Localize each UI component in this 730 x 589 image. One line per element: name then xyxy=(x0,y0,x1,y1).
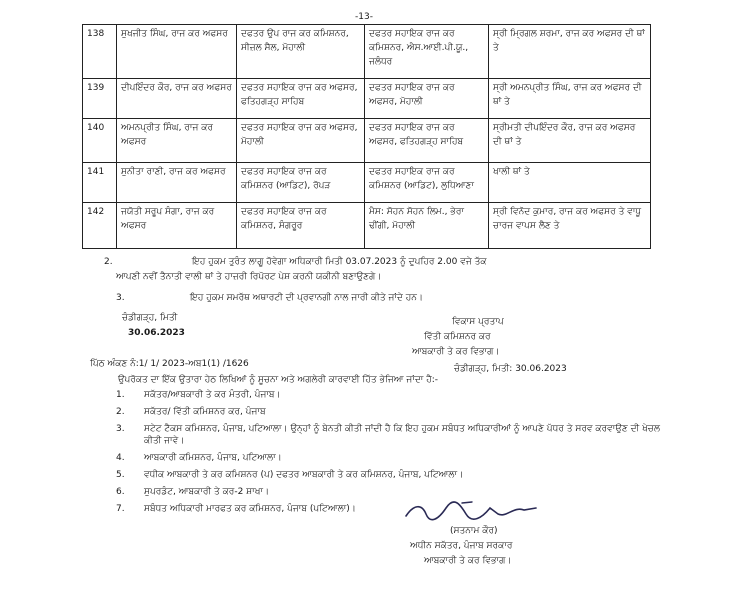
row-sno: 139 xyxy=(83,79,117,119)
copy-list xyxy=(116,389,676,520)
table-row xyxy=(83,25,651,79)
table-row xyxy=(83,163,651,203)
row-remarks: ਸ੍ਰੀਮਤੀ ਦੀਪਇੰਦਰ ਕੌਰ, ਰਾਜ ਕਰ ਅਫਸਰ ਦੀ ਥਾਂ ਤੇ xyxy=(489,119,651,163)
list-item-number: 3. xyxy=(116,424,125,434)
endorsement-number: ਪਿੱਠ ਅੰਕਣ ਨੰ:1/ 1/ 2023-ਅਬ1(1) /1626 xyxy=(90,359,249,369)
row-remarks: ਸ੍ਰੀ ਵਿਨੋਦ ਕੁਮਾਰ, ਰਾਜ ਕਰ ਅਫਸਰ ਤੇ ਵਾਧੂ ਚਾਰਜ ਵਾਪਸ ਲੈਣ ਤੇ xyxy=(489,203,651,249)
list-item xyxy=(116,406,676,418)
signatory-name: ਵਿਕਾਸ ਪ੍ਰਤਾਪ xyxy=(452,317,504,327)
list-item-text: ਸੁਪਰਡੰਟ, ਆਬਕਾਰੀ ਤੇ ਕਰ-2 ਸ਼ਾਖਾ। xyxy=(144,487,270,497)
para-2-line-1: ਇਹ ਹੁਕਮ ਤੁਰੰਤ ਲਾਗੂ ਹੋਵੇਗਾ ਅਧਿਕਾਰੀ ਮਿਤੀ 03.07.2023 ਨੂੰ ਦੁਪਹਿਰ 2.00 ਵਜੇ ਤੱਕ xyxy=(192,257,487,267)
list-item xyxy=(116,503,676,515)
page-number: -13- xyxy=(355,12,373,22)
list-item-number: 7. xyxy=(116,504,125,514)
handwritten-signature xyxy=(402,500,542,524)
row-sno: 141 xyxy=(83,163,117,203)
para-3-text: ਇਹ ਹੁਕਮ ਸਮਰੱਥ ਅਥਾਰਟੀ ਦੀ ਪ੍ਰਵਾਨਗੀ ਨਾਲ ਜਾਰੀ ਕੀਤੇ ਜਾਂਦੇ ਹਨ। xyxy=(190,293,423,303)
para-3-number: 3. xyxy=(116,293,125,303)
list-item-text: ਸਟੇਟ ਟੈਕਸ ਕਮਿਸ਼ਨਰ, ਪੰਜਾਬ, ਪਟਿਆਲਾ। ਉਨ੍ਹਾਂ ਨੂੰ ਬੇਨਤੀ ਕੀਤੀ ਜਾਂਦੀ ਹੈ ਕਿ ਇਹ ਹੁਕਮ ਸਬੰਧਤ ਅਧਿਕਾਰੀਆਂ ਨੂੰ ਆਪਣੇ ਪੱਧਰ ਤੇ ਸਰਵ ਕਰਵਾਉਣ ਦੀ ਖੇਚਲ ਕੀਤੀ ਜਾਵੇ। xyxy=(144,424,660,446)
under-secretary-designation: ਅਧੀਨ ਸਕੱਤਰ, ਪੰਜਾਬ ਸਰਕਾਰ xyxy=(410,541,513,551)
row-remarks: ਸ੍ਰੀ ਮ੍ਰਿਗਲ ਸ਼ਰਮਾ, ਰਾਜ ਕਰ ਅਫਸਰ ਦੀ ਥਾਂ ਤੇ xyxy=(489,25,651,79)
row-sno: 142 xyxy=(83,203,117,249)
date-left: 30.06.2023 xyxy=(128,328,185,338)
transfer-table xyxy=(82,24,651,249)
row-officer-name: ਅਮਨਪ੍ਰੀਤ ਸਿੰਘ, ਰਾਜ ਕਰ ਅਫਸਰ xyxy=(117,119,237,163)
row-new-posting: ਦਫਤਰ ਸਹਾਇਕ ਰਾਜ ਕਰ ਕਮਿਸ਼ਨਰ (ਆਡਿਟ), ਲੁਧਿਆਣਾ xyxy=(365,163,489,203)
para-2-line-2: ਆਪਣੀ ਨਵੀਂ ਤੈਨਾਤੀ ਵਾਲੀ ਥਾਂ ਤੇ ਹਾਜ਼ਰੀ ਰਿਪੋਰਟ ਪੇਸ਼ ਕਰਨੀ ਯਕੀਨੀ ਬਣਾਉਣਗੇ। xyxy=(116,272,382,282)
para-2-number: 2. xyxy=(104,257,113,267)
signatory-department: ਆਬਕਾਰੀ ਤੇ ਕਰ ਵਿਭਾਗ। xyxy=(412,347,500,357)
row-new-posting: ਦਫਤਰ ਸਹਾਇਕ ਰਾਜ ਕਰ ਅਫਸਰ, ਮੋਹਾਲੀ xyxy=(365,79,489,119)
list-item-text: ਸਕੱਤਰ/ਆਬਕਾਰੀ ਤੇ ਕਰ ਮੰਤਰੀ, ਪੰਜਾਬ। xyxy=(144,390,281,400)
row-new-posting: ਦਫਤਰ ਸਹਾਇਕ ਰਾਜ ਕਰ ਕਮਿਸ਼ਨਰ, ਐਸ.ਆਈ.ਪੀ.ਯੂ., ਜਲੰਧਰ xyxy=(365,25,489,79)
list-item-text: ਸਬੰਧਤ ਅਧਿਕਾਰੀ ਮਾਰਫਤ ਕਰ ਕਮਿਸ਼ਨਰ, ਪੰਜਾਬ (ਪਟਿਆਲਾ)। xyxy=(144,504,356,514)
list-item xyxy=(116,469,676,481)
list-item-text: ਵਧੀਕ ਆਬਕਾਰੀ ਤੇ ਕਰ ਕਮਿਸ਼ਨਰ (ਪ) ਦਫਤਰ ਆਬਕਾਰੀ ਤੇ ਕਰ ਕਮਿਸ਼ਨਰ, ਪੰਜਾਬ, ਪਟਿਆਲਾ। xyxy=(144,470,464,480)
under-secretary-name: (ਸਤਨਾਮ ਕੌਰ) xyxy=(450,526,498,536)
under-secretary-department: ਆਬਕਾਰੀ ਤੇ ਕਰ ਵਿਭਾਗ। xyxy=(424,556,512,566)
list-item-number: 1. xyxy=(116,390,125,400)
list-item-text: ਆਬਕਾਰੀ ਕਮਿਸ਼ਨਰ, ਪੰਜਾਬ, ਪਟਿਆਲਾ। xyxy=(144,453,282,463)
row-current-posting: ਦਫਤਰ ਸਹਾਇਕ ਰਾਜ ਕਰ ਅਫਸਰ, ਮੋਹਾਲੀ xyxy=(237,119,365,163)
row-sno: 138 xyxy=(83,25,117,79)
signatory-designation: ਵਿੱਤੀ ਕਮਿਸ਼ਨਰ ਕਰ xyxy=(424,332,491,342)
list-item xyxy=(116,452,676,464)
list-item-number: 6. xyxy=(116,487,125,497)
row-current-posting: ਦਫਤਰ ਸਹਾਇਕ ਰਾਜ ਕਰ ਅਫਸਰ, ਫਤਿਹਗੜ੍ਹ ਸਾਹਿਬ xyxy=(237,79,365,119)
list-item xyxy=(116,423,676,447)
row-remarks: ਖਾਲੀ ਥਾਂ ਤੇ xyxy=(489,163,651,203)
row-officer-name: ਜਯੋਤੀ ਸਰੂਪ ਸੰਗਾ, ਰਾਜ ਕਰ ਅਫਸਰ xyxy=(117,203,237,249)
copy-forward-line: ਉਪਰੋਕਤ ਦਾ ਇੱਕ ਉਤਾਰਾ ਹੇਠ ਲਿਖਿਆਂ ਨੂੰ ਸੂਚਨਾ ਅਤੇ ਅਗਲੇਰੀ ਕਾਰਵਾਈ ਹਿੱਤ ਭੇਜਿਆ ਜਾਂਦਾ ਹੈ:- xyxy=(118,375,439,385)
table-row xyxy=(83,79,651,119)
table-row xyxy=(83,203,651,249)
list-item xyxy=(116,486,676,498)
row-new-posting: ਮੈਸ: ਸੋਹਨ ਸੋਹਨ ਲਿਮ., ਭੇਰਾ ਢੀਂਗੀ, ਮੋਹਾਲੀ xyxy=(365,203,489,249)
row-officer-name: ਸੁਨੀਤਾ ਰਾਣੀ, ਰਾਜ ਕਰ ਅਫਸਰ xyxy=(117,163,237,203)
row-current-posting: ਦਫਤਰ ਸਹਾਇਕ ਰਾਜ ਕਰ ਕਮਿਸ਼ਨਰ, ਸੰਗਰੂਰ xyxy=(237,203,365,249)
endorsement-place-date: ਚੰਡੀਗੜ੍ਹ, ਮਿਤੀ: 30.06.2023 xyxy=(454,364,567,374)
list-item xyxy=(116,389,676,401)
row-current-posting: ਦਫਤਰ ਸਹਾਇਕ ਰਾਜ ਕਰ ਕਮਿਸ਼ਨਰ (ਆਡਿਟ), ਰੋਪੜ xyxy=(237,163,365,203)
table-row xyxy=(83,119,651,163)
row-officer-name: ਸੁਖਜੀਤ ਸਿੰਘ, ਰਾਜ ਕਰ ਅਫਸਰ xyxy=(117,25,237,79)
list-item-text: ਸਕੱਤਰ/ ਵਿੱਤੀ ਕਮਿਸ਼ਨਰ ਕਰ, ਪੰਜਾਬ xyxy=(144,407,266,417)
list-item-number: 5. xyxy=(116,470,125,480)
list-item-number: 4. xyxy=(116,453,125,463)
row-remarks: ਸ੍ਰੀ ਅਮਨਪ੍ਰੀਤ ਸਿੰਘ, ਰਾਜ ਕਰ ਅਫਸਰ ਦੀ ਥਾਂ ਤੇ xyxy=(489,79,651,119)
list-item-number: 2. xyxy=(116,407,125,417)
row-officer-name: ਦੀਪਇੰਦਰ ਕੌਰ, ਰਾਜ ਕਰ ਅਫਸਰ xyxy=(117,79,237,119)
place-left: ਚੰਡੀਗੜ੍ਹ, ਮਿਤੀ xyxy=(122,313,178,323)
row-current-posting: ਦਫਤਰ ਉਪ ਰਾਜ ਕਰ ਕਮਿਸ਼ਨਰ, ਸੀਜ਼ਲ ਸੈਲ, ਮੋਹਾਲੀ xyxy=(237,25,365,79)
row-new-posting: ਦਫਤਰ ਸਹਾਇਕ ਰਾਜ ਕਰ ਅਫਸਰ, ਫਤਿਹਗੜ੍ਹ ਸਾਹਿਬ xyxy=(365,119,489,163)
row-sno: 140 xyxy=(83,119,117,163)
